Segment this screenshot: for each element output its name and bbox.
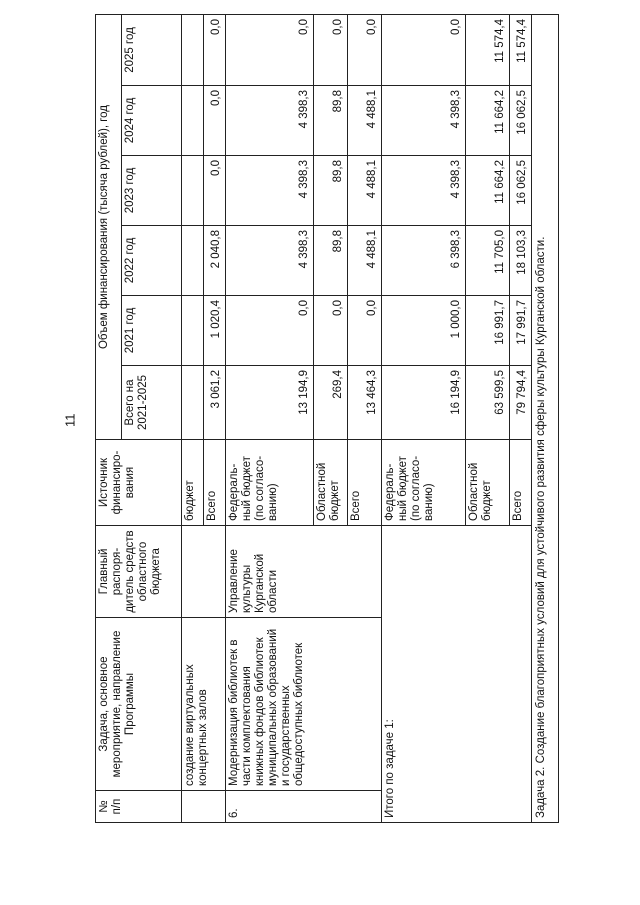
task-row (532, 14, 559, 822)
row-num: 6. (226, 791, 382, 823)
value-2025: 11 574,4 (466, 14, 510, 85)
value-total: 13 464,3 (348, 366, 382, 440)
value-2024: 4 398,3 (226, 86, 314, 156)
header-source: Источник финансиро-вания (96, 440, 182, 526)
row-manager (182, 526, 226, 618)
value-2023: 4 398,3 (226, 156, 314, 226)
value-2022: 18 103,3 (510, 226, 532, 296)
header-task: Задача, основное мероприятие, направление Программы (96, 618, 182, 791)
value-2024: 4 398,3 (382, 86, 466, 156)
page-number: 11 (62, 413, 78, 428)
value-2025: 11 574,4 (510, 14, 532, 85)
row-task: Модернизация библиотек в части комплектования книжных фондов библиотек муниципальных образований и государственных общедоступных библиотек (226, 618, 382, 791)
value-total: 79 794,4 (510, 366, 532, 440)
value-2021: 0,0 (348, 296, 382, 366)
value-2022 (182, 226, 204, 296)
value-2025 (182, 14, 204, 85)
value-2025: 0,0 (348, 14, 382, 85)
value-2021: 17 991,7 (510, 296, 532, 366)
task-2-heading: Задача 2. Создание благоприятных условий для устойчивого развития сферы культуры Курганской области. (532, 14, 559, 822)
row-source: бюджет (182, 440, 204, 526)
value-total (182, 366, 204, 440)
totals-row (382, 14, 466, 822)
value-2021: 1 020,4 (204, 296, 226, 366)
value-2021: 1 000,0 (382, 296, 466, 366)
header-year: 2025 год (122, 14, 182, 85)
value-2025: 0,0 (226, 14, 314, 85)
financing-table (95, 14, 559, 823)
table-row (226, 14, 314, 822)
row-source: Всего (510, 440, 532, 526)
value-2024: 0,0 (204, 86, 226, 156)
value-2022: 4 488,1 (348, 226, 382, 296)
header-volume: Объем финансирования (тысяча рублей), год (96, 14, 122, 439)
value-2021: 16 991,7 (466, 296, 510, 366)
financing-table-frame (95, 15, 558, 823)
row-manager: Управление культуры Курганской области (226, 526, 382, 618)
header-num: № п/п (96, 791, 182, 823)
header-row-1 (96, 14, 122, 822)
value-2021 (182, 296, 204, 366)
value-2023: 11 664,2 (466, 156, 510, 226)
header-year: 2022 год (122, 226, 182, 296)
value-2024: 11 664,2 (466, 86, 510, 156)
value-2022: 2 040,8 (204, 226, 226, 296)
value-2024: 89,8 (314, 86, 348, 156)
row-task: создание виртуальных концертных залов (182, 618, 226, 791)
row-num (182, 791, 226, 823)
value-2022: 11 705,0 (466, 226, 510, 296)
row-source: Всего (348, 440, 382, 526)
row-source: Областной бюджет (466, 440, 510, 526)
value-total: 16 194,9 (382, 366, 466, 440)
value-total: 13 194,9 (226, 366, 314, 440)
header-year: 2024 год (122, 86, 182, 156)
value-2025: 0,0 (204, 14, 226, 85)
value-2024: 16 062,5 (510, 86, 532, 156)
value-2024 (182, 86, 204, 156)
value-2023: 4 488,1 (348, 156, 382, 226)
value-2025: 0,0 (314, 14, 348, 85)
row-source: Областной бюджет (314, 440, 348, 526)
header-manager: Главный распоря-дитель средств областного бюджета (96, 526, 182, 618)
value-2025: 0,0 (382, 14, 466, 85)
value-2023 (182, 156, 204, 226)
value-2023: 0,0 (204, 156, 226, 226)
row-source: Федераль-ный бюджет (по согласо-ванию) (382, 440, 466, 526)
header-year: 2021 год (122, 296, 182, 366)
value-2023: 4 398,3 (382, 156, 466, 226)
value-total: 63 599,5 (466, 366, 510, 440)
row-source: Федераль-ный бюджет (по согласо-ванию) (226, 440, 314, 526)
header-total: Всего на 2021-2025 (122, 366, 182, 440)
value-2023: 89,8 (314, 156, 348, 226)
value-2024: 4 488,1 (348, 86, 382, 156)
row-source: Всего (204, 440, 226, 526)
totals-label: Итого по задаче 1: (382, 526, 532, 823)
value-2021: 0,0 (314, 296, 348, 366)
value-total: 269,4 (314, 366, 348, 440)
value-total: 3 061,2 (204, 366, 226, 440)
value-2022: 89,8 (314, 226, 348, 296)
table-row (182, 14, 204, 822)
value-2022: 6 398,3 (382, 226, 466, 296)
value-2021: 0,0 (226, 296, 314, 366)
header-year: 2023 год (122, 156, 182, 226)
value-2022: 4 398,3 (226, 226, 314, 296)
value-2023: 16 062,5 (510, 156, 532, 226)
